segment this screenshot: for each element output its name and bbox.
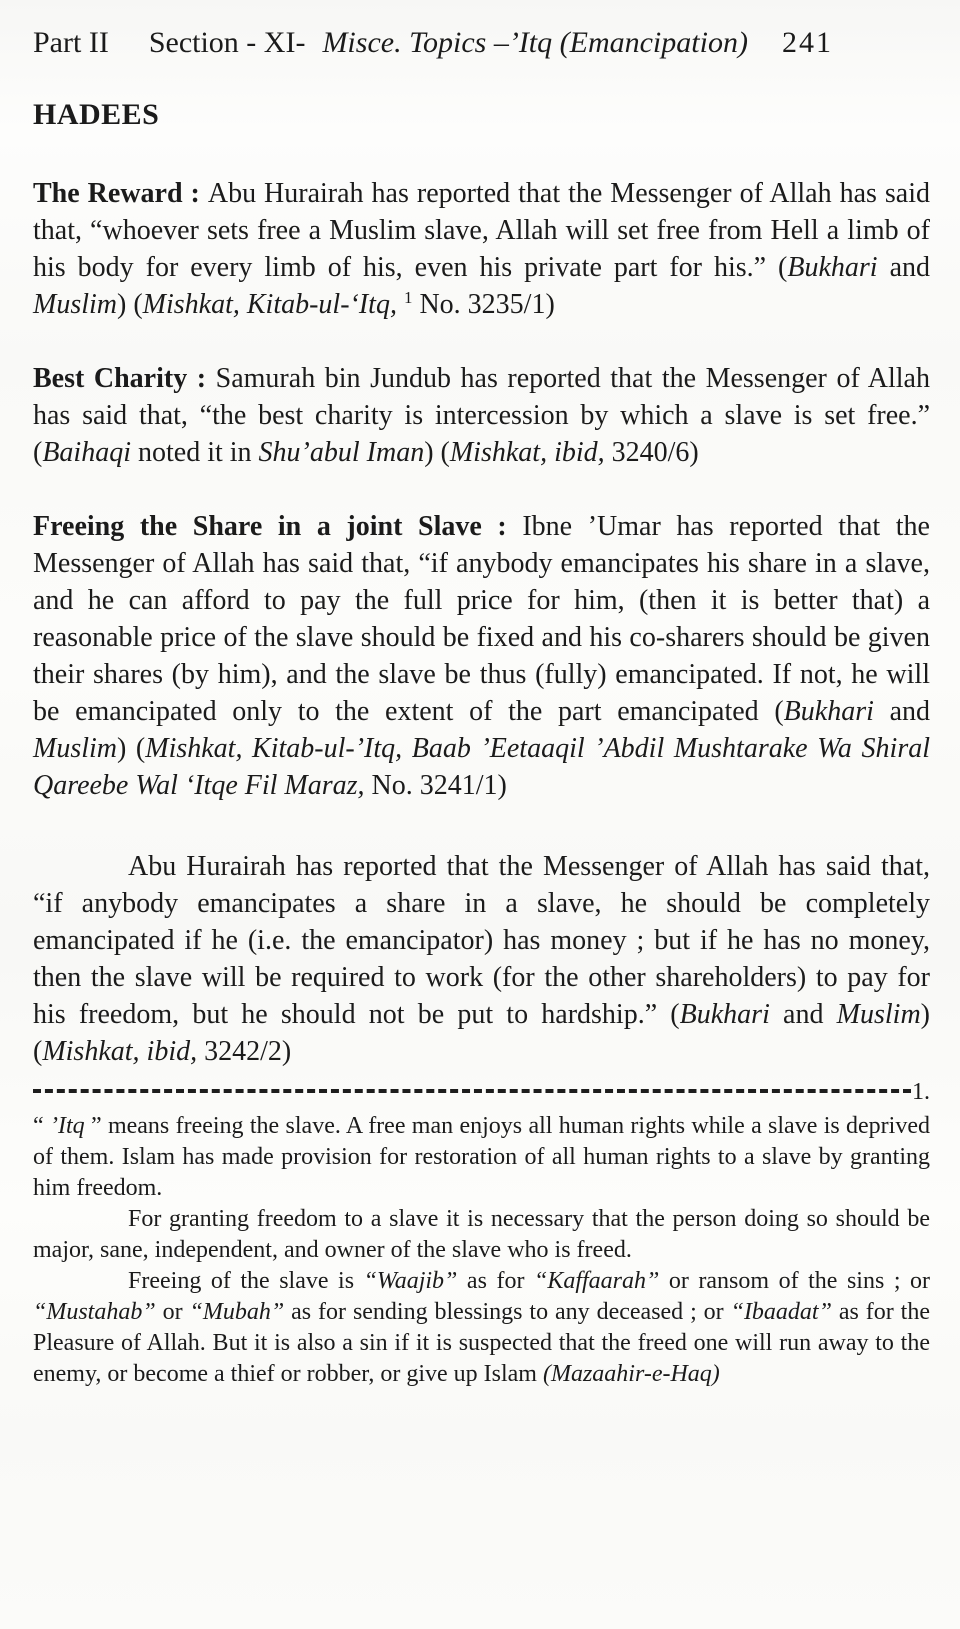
page-number: 241: [781, 26, 833, 59]
hadees-body: [33, 175, 930, 1070]
text-segment: Muslim: [33, 733, 117, 764]
text-segment: ” means freeing the slave. A free man enjoys all human rights while a slave is deprived of them. Islam has made provision for restoration of all human rights to a slave by granting him freedom.: [33, 1113, 930, 1201]
text-segment: Bukhari: [783, 696, 874, 727]
header-section-label: Section - XI-: [148, 26, 306, 59]
text-segment: “Mustahab”: [33, 1299, 156, 1325]
footnote-reference: 1: [403, 287, 413, 307]
text-segment: Bukhari: [679, 999, 770, 1030]
text-segment: “Mubah”: [189, 1299, 285, 1325]
text-segment: Bukhari: [787, 252, 878, 283]
text-segment: and: [769, 999, 837, 1030]
text-segment: ) (: [33, 999, 930, 1067]
footnote-divider: [33, 1079, 930, 1106]
text-segment: Baihaqi: [42, 437, 131, 468]
text-segment: ) (: [424, 437, 450, 468]
text-segment: For granting freedom to a slave it is necessary that the person doing so should be major, sane, independent, and owner of the slave who is freed.: [33, 1206, 930, 1263]
text-segment: The Reward :: [33, 178, 208, 209]
text-segment: Mishkat, Kitab-ul-’Itq, Baab ’Eetaaqil ’Abdil Mushtarake Wa Shiral Qareebe Wal ‘Itqe Fil Maraz,: [33, 733, 930, 801]
text-segment: Freeing of the slave is: [128, 1268, 364, 1294]
text-segment: ’Itq: [49, 1113, 85, 1139]
header-topic-label: Misce. Topics –’Itq (Emancipation): [322, 26, 748, 59]
text-segment: Best Charity :: [33, 363, 216, 394]
header-part-label: Part II: [33, 26, 109, 59]
text-segment: “Ibaadat”: [730, 1299, 832, 1325]
text-segment: or: [155, 1299, 190, 1325]
text-segment: Ibne ’Umar has reported that the Messenger of Allah has said that, “if anybody emancipates his share in a slave, and he can afford to pay the full price for him, (then it is better that) a reasonable price of the slave should be fixed and his co-sharers should be given their shares (by him), and the slave be thus (fully) emancipated. If not, he will be emancipated only to the extent of the part emancipated (: [33, 511, 930, 727]
text-segment: Abu Hurairah has reported that the Messenger of Allah has said that, “whoever sets free a Muslim slave, Allah will set free from Hell a limb of his body for every limb of his, even his private part for his.” (: [33, 178, 930, 283]
text-segment: ) (: [117, 733, 146, 764]
text-segment: as for the Pleasure of Allah. But it is also a sin if it is suspected that the freed one will run away to the enemy, or become a thief or robber, or give up Islam: [33, 1299, 930, 1387]
text-segment: No. 3235/1): [412, 289, 555, 320]
footnote-section: [33, 1111, 930, 1390]
text-segment: or ransom of the sins ; or: [659, 1268, 930, 1294]
footnote-categories-of-freeing: [33, 1266, 930, 1390]
hadees-the-reward: [33, 175, 930, 323]
text-segment: “Waajib”: [363, 1268, 458, 1294]
text-segment: Muslim: [836, 999, 921, 1030]
text-segment: (Mazaahir-e-Haq): [542, 1361, 720, 1387]
text-segment: ) (: [117, 289, 143, 320]
text-segment: and: [873, 696, 930, 727]
text-segment: Mishkat, ibid,: [449, 437, 605, 468]
hadees-best-charity: [33, 360, 930, 471]
text-segment: No. 3241/1): [364, 770, 507, 801]
text-segment: Muslim: [33, 289, 117, 320]
text-segment: Mishkat, ibid,: [42, 1036, 198, 1067]
footnote-itq-meaning: [33, 1111, 930, 1204]
text-segment: “: [33, 1113, 50, 1139]
hadees-abu-hurairah-share: [33, 848, 930, 1070]
text-segment: as for sending blessings to any deceased ; or: [284, 1299, 731, 1325]
footnote-divider-label: 1.: [912, 1079, 930, 1105]
footnote-conditions-for-freeing: [33, 1204, 930, 1266]
text-segment: Samurah bin Jundub has reported that the Messenger of Allah has said that, “the best charity is intercession by which a slave is set free.” (: [33, 363, 930, 468]
hadees-freeing-share-joint-slave: [33, 508, 930, 804]
page-header: [33, 26, 930, 60]
text-segment: noted it in: [131, 437, 259, 468]
text-segment: 3240/6): [604, 437, 699, 468]
text-segment: Mishkat, Kitab-ul-‘Itq,: [142, 289, 397, 320]
text-segment: 3242/2): [197, 1036, 292, 1067]
divider-dashed-rule: [33, 1089, 911, 1093]
text-segment: and: [877, 252, 930, 283]
text-segment: Abu Hurairah has reported that the Messenger of Allah has said that, “if anybody emancipates a share in a slave, he should be completely emancipated if he (i.e. the emancipator) has money ; but if he has no money, then the slave will be required to work (for the other shareholders) to pay for his freedom, but he should not be put to hardship.” (: [33, 851, 930, 1030]
text-segment: Shu’abul Iman: [258, 437, 425, 468]
text-segment: as for: [457, 1268, 534, 1294]
text-segment: “Kaffaarah”: [533, 1268, 660, 1294]
section-heading: HADEES: [33, 98, 160, 131]
text-segment: Freeing the Share in a joint Slave :: [33, 511, 523, 542]
